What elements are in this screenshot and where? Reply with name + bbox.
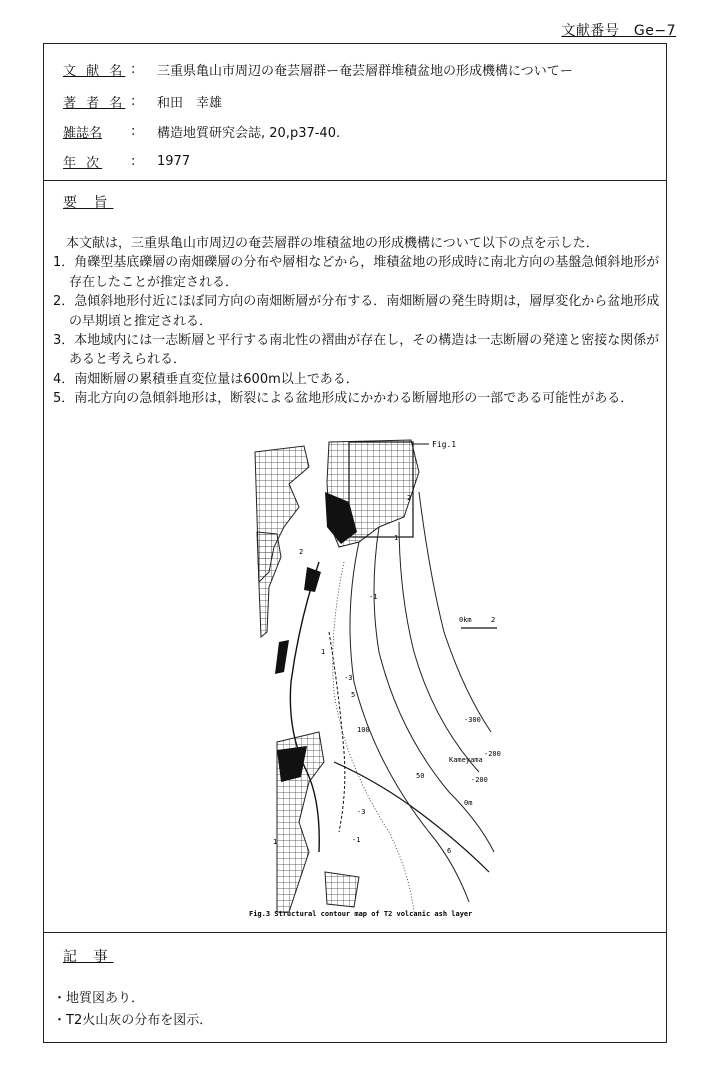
author-value: 和田 幸雄 (157, 96, 223, 111)
colon: : (131, 62, 136, 77)
small-label: 1 (321, 648, 326, 656)
inset-label: Fig.1 (432, 440, 457, 449)
place-label: Kameyama (449, 756, 483, 764)
summary-item: 5．南北方向の急傾斜地形は，断裂による盆地形成にかかわる断層地形の一部である可能性がある． (53, 391, 634, 407)
summary-heading: 要 旨 (63, 195, 114, 211)
colon: : (131, 124, 136, 139)
small-label: -1 (352, 836, 361, 844)
structural-contour-map-figure (229, 432, 499, 920)
article-heading: 記 事 (63, 949, 114, 965)
contour-label: -200 (471, 776, 488, 784)
journal-label: 雑誌名 (63, 126, 103, 141)
title-label: 文 献 名 (63, 64, 126, 79)
contour-label: 0m (464, 799, 473, 807)
small-label: -3 (344, 674, 353, 682)
small-label: -3 (357, 808, 366, 816)
article-note: ・T2火山灰の分布を図示． (53, 1013, 213, 1028)
article-notes (53, 988, 212, 1032)
small-label: 2 (407, 494, 412, 502)
colon: : (131, 154, 136, 169)
article-divider (44, 932, 666, 933)
year-label: 年 次 (63, 156, 103, 171)
article-note: ・地質図あり． (53, 991, 145, 1006)
author-row (63, 92, 222, 111)
year-row (63, 152, 190, 171)
summary-body (53, 234, 663, 409)
small-label: 5 (351, 691, 356, 699)
small-label: 2 (299, 548, 304, 556)
document-number: 文献番号 Ge−7 (561, 23, 676, 39)
title-row (63, 60, 573, 79)
journal-row (63, 122, 340, 141)
bibliography-header (44, 44, 666, 181)
year-value: 1977 (157, 154, 191, 169)
summary-item: 3．本地域内には一志断層と平行する南北性の褶曲が存在し，その構造は一志断層の発達と密接な関係があると考えられる． (53, 333, 660, 368)
summary-item: 2．急傾斜地形付近にほぼ同方向の南畑断層が分布する．南畑断層の発生時期は，層厚変化から盆地形成の早期頃と推定される． (53, 294, 660, 329)
contour-label: -200 (484, 750, 501, 758)
small-label: -1 (369, 593, 378, 601)
small-label: 6 (447, 847, 452, 855)
contour-label: 100 (357, 726, 370, 734)
scale-label-left: 0km (459, 616, 472, 624)
colon: : (131, 94, 136, 109)
document-frame (43, 43, 667, 1043)
summary-item: 4．南畑断層の累積垂直変位量は600m以上である． (53, 371, 359, 387)
contour-label: -300 (464, 716, 481, 724)
author-label: 著 者 名 (63, 96, 126, 111)
summary-intro: 本文献は，三重県亀山市周辺の奄芸層群の堆積盆地の形成機構について以下の点を示した． (66, 236, 599, 251)
small-label: 1 (394, 534, 399, 542)
summary-item: 1．角礫型基底礫層の南畑礫層の分布や層相などから，堆積盆地の形成時に南北方向の基盤急傾斜地形が存在したことが推定される． (53, 255, 660, 290)
journal-value: 構造地質研究会誌, 20,p37-40. (157, 126, 341, 141)
title-value: 三重県亀山市周辺の奄芸層群ー奄芸層群堆積盆地の形成機構についてー (157, 64, 573, 79)
figure-caption: Fig.3 Structural contour map of T2 volcanic ash layer (249, 910, 473, 918)
small-label: 1 (273, 838, 278, 846)
scale-label-right: 2 (491, 616, 496, 624)
contour-label: 50 (416, 772, 425, 780)
